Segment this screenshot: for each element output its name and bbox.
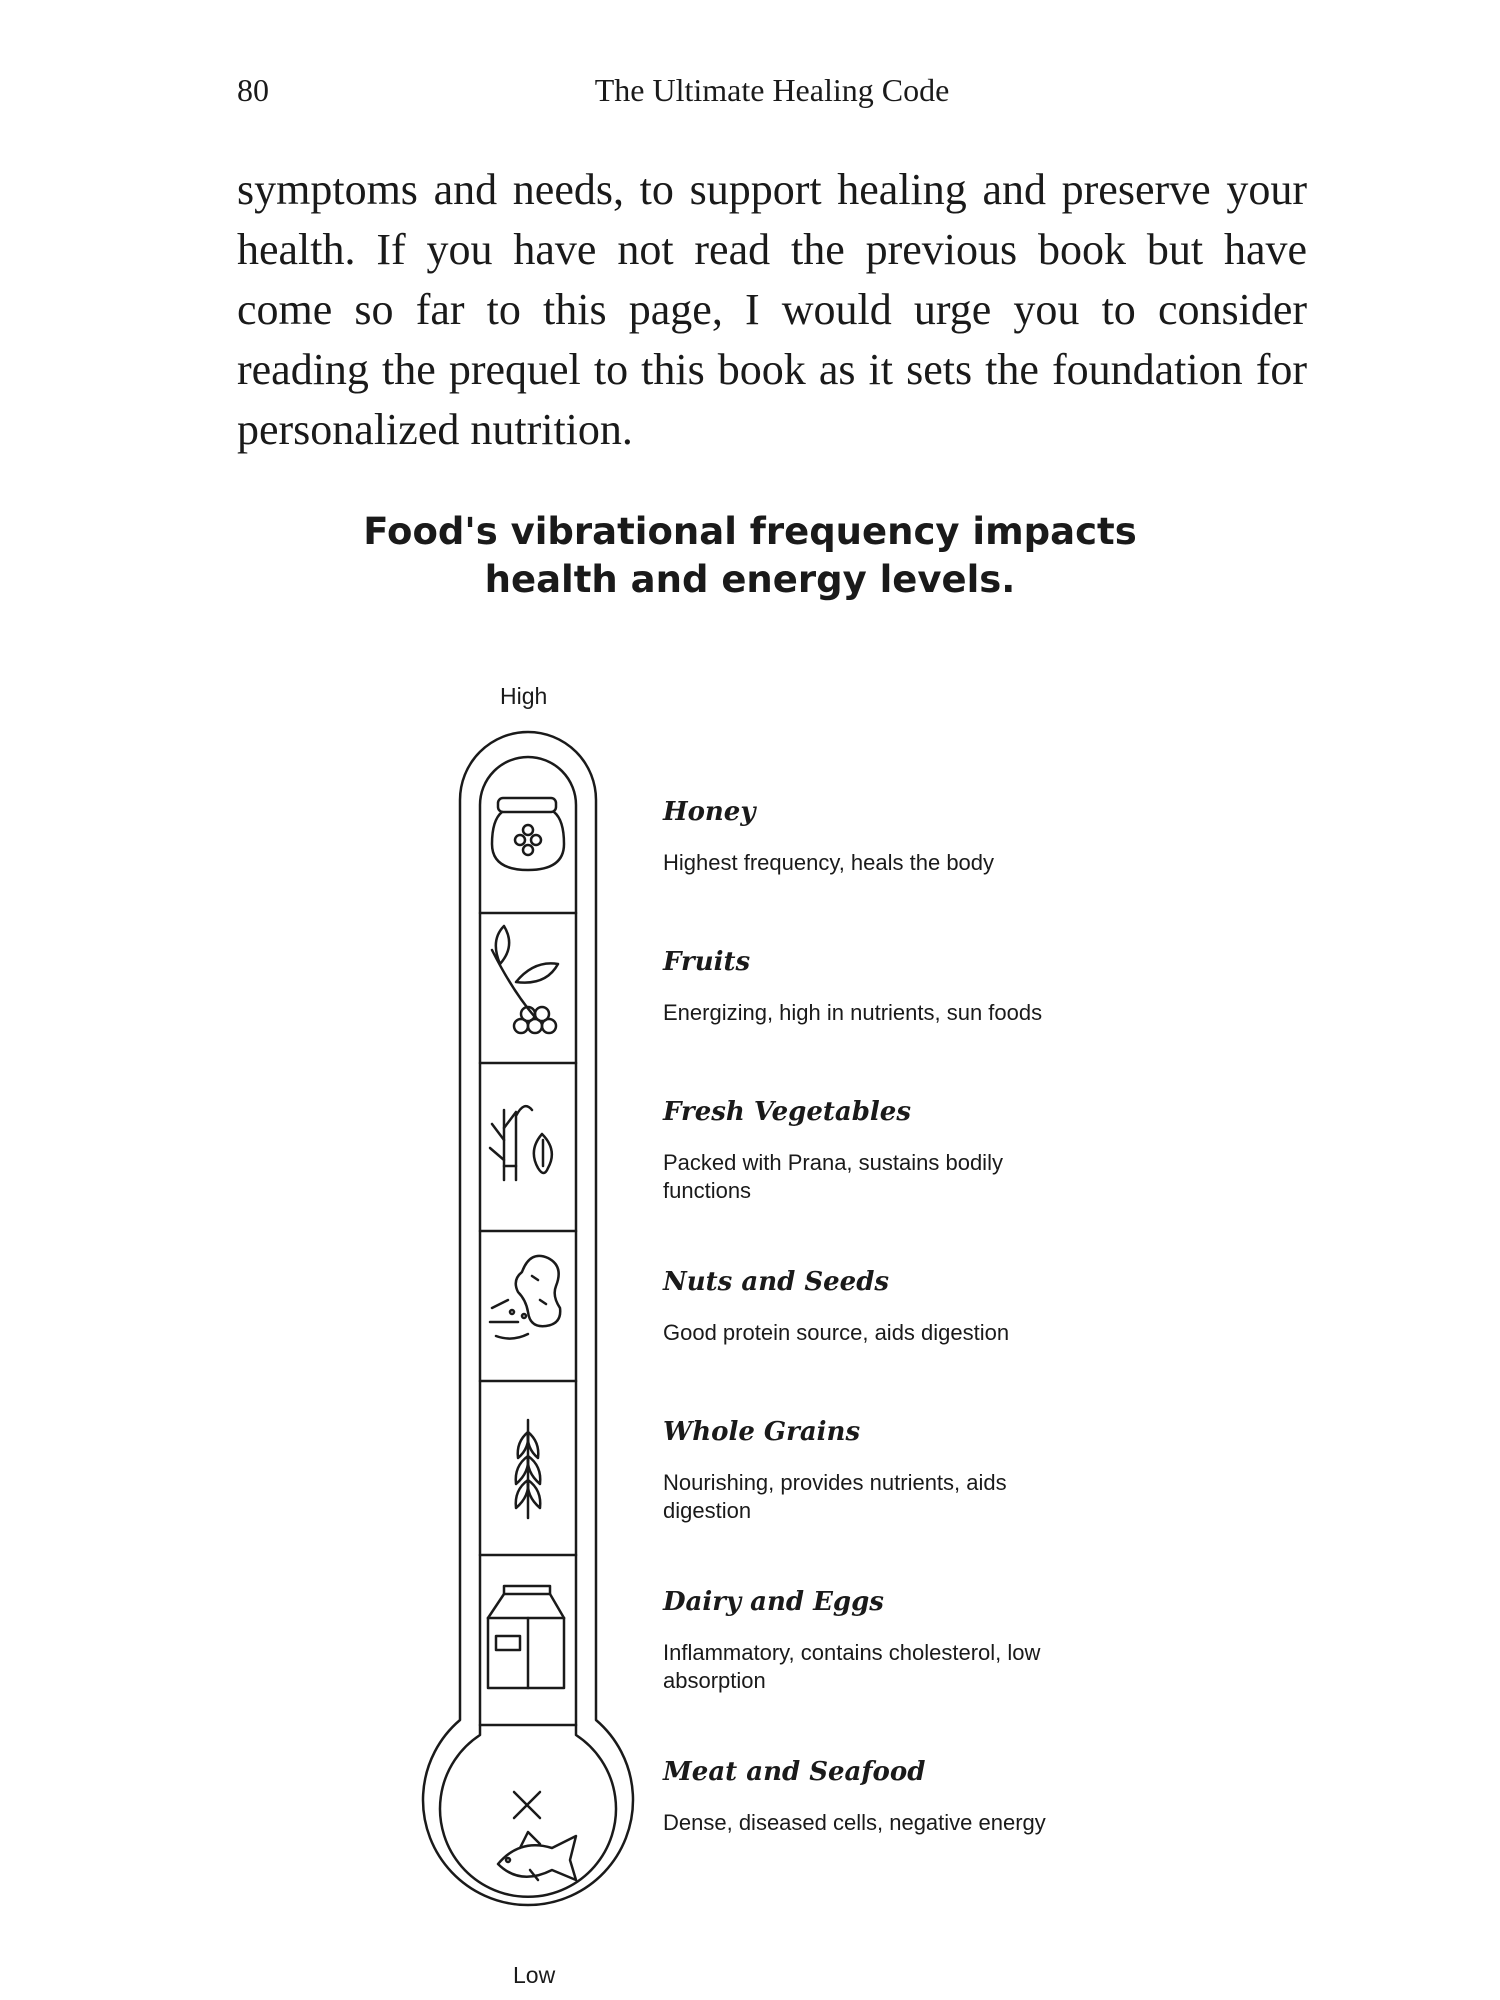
food-item-fruits [663,945,1093,1027]
infographic-title-line-2: health and energy levels. [484,558,1016,601]
food-name: Honey [663,797,756,827]
vegetables-icon [490,1106,552,1180]
food-name: Whole Grains [663,1417,861,1447]
food-item-dairy-and-eggs [663,1585,1093,1695]
food-item-fresh-vegetables [663,1095,1093,1205]
thermometer-outer [423,732,633,1905]
page-header [237,72,1307,112]
infographic-title-line-1: Food's vibrational frequency impacts [363,510,1137,553]
scale-high-label: High [500,683,548,709]
food-description: Dense, diseased cells, negative energy [663,1810,1046,1835]
honey-jar-icon [492,798,564,870]
food-item-meat-and-seafood [663,1755,1093,1837]
food-description: Inflammatory, contains cholesterol, low absorption [663,1640,1041,1693]
page-number: 80 [237,72,269,108]
food-description: Good protein source, aids digestion [663,1320,1010,1345]
food-description: Packed with Prana, sustains bodily functions [663,1150,1003,1203]
scale-low-label: Low [513,1962,556,1988]
food-description: Highest frequency, heals the body [663,850,995,875]
food-description: Energizing, high in nutrients, sun foods [663,1000,1043,1025]
food-name: Fruits [663,947,751,977]
nuts-seeds-icon [490,1256,560,1339]
milk-carton-icon [488,1586,564,1688]
infographic-title [300,508,1200,604]
food-name: Fresh Vegetables [663,1097,911,1127]
food-item-whole-grains [663,1415,1093,1525]
food-name: Nuts and Seeds [663,1267,890,1297]
running-title: The Ultimate Healing Code [594,72,950,108]
frequency-thermometer [400,720,660,1960]
fruits-icon [492,926,558,1033]
body-paragraph: symptoms and needs, to support healing and preserve your health. If you have not read the previous book but have come so far to this page, I would urge you to consider reading the prequel to this book as it sets the foundation for personalized nutrition. [237,165,1307,454]
food-name: Meat and Seafood [663,1757,926,1787]
food-name: Dairy and Eggs [663,1587,884,1617]
food-description: Nourishing, provides nutrients, aids digestion [663,1470,1007,1523]
food-item-nuts-and-seeds [663,1265,1093,1347]
food-item-honey [663,795,1093,877]
fish-icon [498,1792,576,1880]
wheat-icon [516,1420,541,1518]
